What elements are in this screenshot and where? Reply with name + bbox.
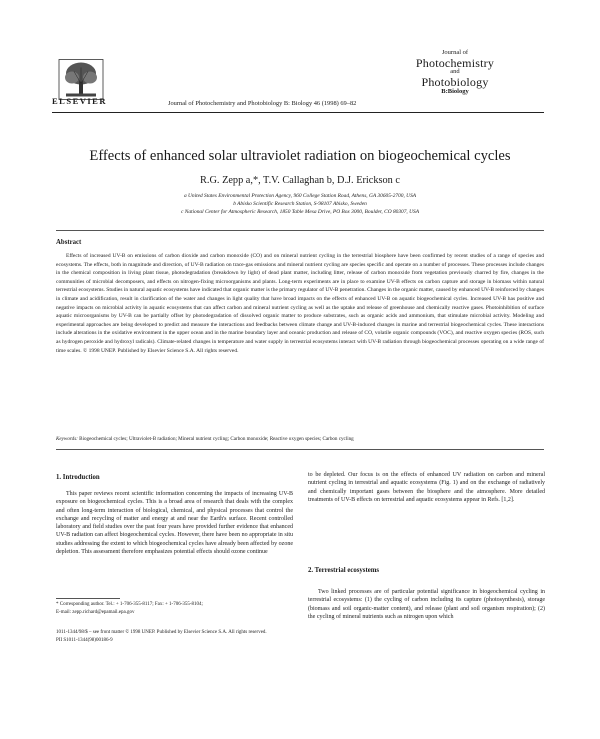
footnote-line: E-mail: zepp.richard@epamail.epa.gov bbox=[56, 609, 135, 615]
abstract-bottom-rule bbox=[56, 449, 544, 450]
introduction-paragraph: This paper reviews recent scientific information concerning the impacts of increasing UV-B exposure on biogeochemical cycles. This is a broad area of research that deals with the complex and often long-term interaction of biological, chemical, and physical processes that control the exchange and recycling of matter and energy at and near the Earth's surface. Recent controlled laboratory and field studies over the past four years have provided further evidence that enhanced UV-B radiation can affect biogeochemical cycles. However, there have been no appropriate in situ studies addressing the extent to which biogeochemical cycles have already been affected by ozone depletion. This assessment therefore emphasizes potential effects should ozone continue bbox=[56, 491, 293, 555]
journal-title-line: Photobiology bbox=[421, 75, 489, 90]
section-heading-introduction: 1. Introduction bbox=[56, 474, 100, 481]
journal-title-line: and bbox=[450, 68, 460, 76]
footnote-rule bbox=[56, 598, 120, 599]
journal-title-logo bbox=[412, 50, 498, 96]
keywords-label: Keywords: bbox=[56, 436, 78, 442]
keywords-list: Biogeochemical cycles; Ultraviolet-B radiation; Mineral nutrient cycling; Carbon monoxide; Reactive oxygen species; Carbon cycling bbox=[79, 436, 354, 442]
keywords bbox=[56, 436, 544, 442]
journal-citation: Journal of Photochemistry and Photobiology B: Biology 46 (1998) 69–82 bbox=[168, 100, 357, 107]
footer-line: 1011-1344/98/$ – see front matter © 1998 UNEP. Published by Elsevier Science S.A. All rights reserved. bbox=[56, 630, 267, 635]
footnote-line: * Corresponding author. Tel.: + 1-706-355-8117; Fax: + 1-706-355-8104; bbox=[56, 602, 203, 607]
footer-pii: PII S1011-1344(98)00186-9 bbox=[56, 637, 113, 643]
affiliation: c National Center for Atmospheric Research, 1850 Table Mesa Drive, PO Box 3000, Boulder, CO 80307, USA bbox=[180, 209, 419, 215]
abstract-heading: Abstract bbox=[56, 239, 82, 246]
author-list: R.G. Zepp a,*, T.V. Callaghan b, D.J. Erickson c bbox=[200, 175, 400, 186]
intro-continuation-paragraph: to be depleted. Our focus is on the effects of enhanced UV radiation on carbon and mineral nutrient cycling in terrestrial and aquatic ecosystems (Fig. 1) and on the exchange of radiatively and chemically important gases between the biosphere and the atmosphere. More detailed treatments of UV-B effects on terrestrial and aquatic ecosystems appear in Refs. [1,2]. bbox=[308, 472, 545, 503]
article-title: Effects of enhanced solar ultraviolet radiation on biogeochemical cycles bbox=[89, 148, 511, 164]
section-heading-terrestrial: 2. Terrestrial ecosystems bbox=[308, 567, 380, 574]
journal-title-line: B:Biology bbox=[441, 87, 469, 95]
affiliation: b Abisko Scientific Research Station, S-98107 Abisko, Sweden bbox=[233, 201, 367, 207]
terrestrial-paragraph: Two linked processes are of particular potential significance in biogeochemical cycling in terrestrial ecosystems: (1) the cycling of carbon including its capture (photosynthesis), storage (biomass and soil organic-matter content), and release (plant and soil organism respiration); (2) the cycling of mineral nutrients such as nitrogen upon which bbox=[308, 589, 545, 620]
publisher-name: ELSEVIER bbox=[52, 96, 107, 106]
abstract-top-rule bbox=[56, 230, 544, 231]
affiliation: a United States Environmental Protection Agency, 960 College Station Road, Athens, GA 30605-2700, USA bbox=[183, 193, 417, 199]
journal-title-line: Photochemistry bbox=[415, 55, 495, 70]
header-divider bbox=[52, 112, 544, 113]
copyright-footer bbox=[56, 629, 544, 644]
journal-title-line: Journal of bbox=[441, 49, 469, 56]
corresponding-author-footnote bbox=[56, 601, 296, 616]
abstract-text: Effects of increased UV-B on emissions of carbon dioxide and carbon monoxide (CO) and on mineral nutrient cycling in the terrestrial biosphere have been confirmed by recent studies of a range of species and ecosystems. The effects, both in magnitude and direction, of UV-B radiation on trace-gas emissions and mineral nutrient cycling are species specific and operate on a number of processes. These processes include changes in the chemical composition in living plant tissue, photodegradation (breakdown by light) of dead plant matter, including litter, release of carbon monoxide from vegetation previously charred by fire, changes in the communities of microbial decomposers, and effects on nitrogen-fixing microorganisms and plants. Long-term experiments are in place to examine UV-B effects on carbon capture and storage in biomass within natural terrestrial ecosystems. Studies in natural aquatic ecosystems have indicated that organic matter is the primary regulator of UV-B penetration. Changes in the organic matter, caused by enhanced UV-B reinforced by changes in climate and acidification, result in clarification of the water and changes in light quality that have broad impacts on the effects of enhanced UV-B on aquatic biogeochemical cycles. Increased UV-B has positive and negative impacts on microbial activity in aquatic ecosystems that can affect carbon and mineral nutrient cycling as well as the uptake and release of greenhouse and chemically reactive gases. Photoinhibition of surface aquatic microorganisms by UV-B can be partially offset by photodegradation of dissolved organic matter to produce substrates, such as organic acids and ammonium, that stimulate microbial activity. Modeling and experimental approaches are being developed to predict and measure the interactions and feedbacks between climate change and UV-B-induced changes in marine and terrestrial biogeochemical cycles. These interactions include alterations in the oxidative environment in the upper ocean and in the marine boundary layer and oceanic production and release of CO, volatile organic compounds (VOC), and reactive oxygen species (ROS, such as hydrogen peroxide and hydroxyl radicals). Climate-related changes in temperature and water supply in terrestrial ecosystems interact with UV-B radiation through biogeochemical processes operating on a wide range of time scales. © 1998 UNEP. Published by Elsevier Science S.A. All rights reserved. bbox=[56, 253, 544, 354]
